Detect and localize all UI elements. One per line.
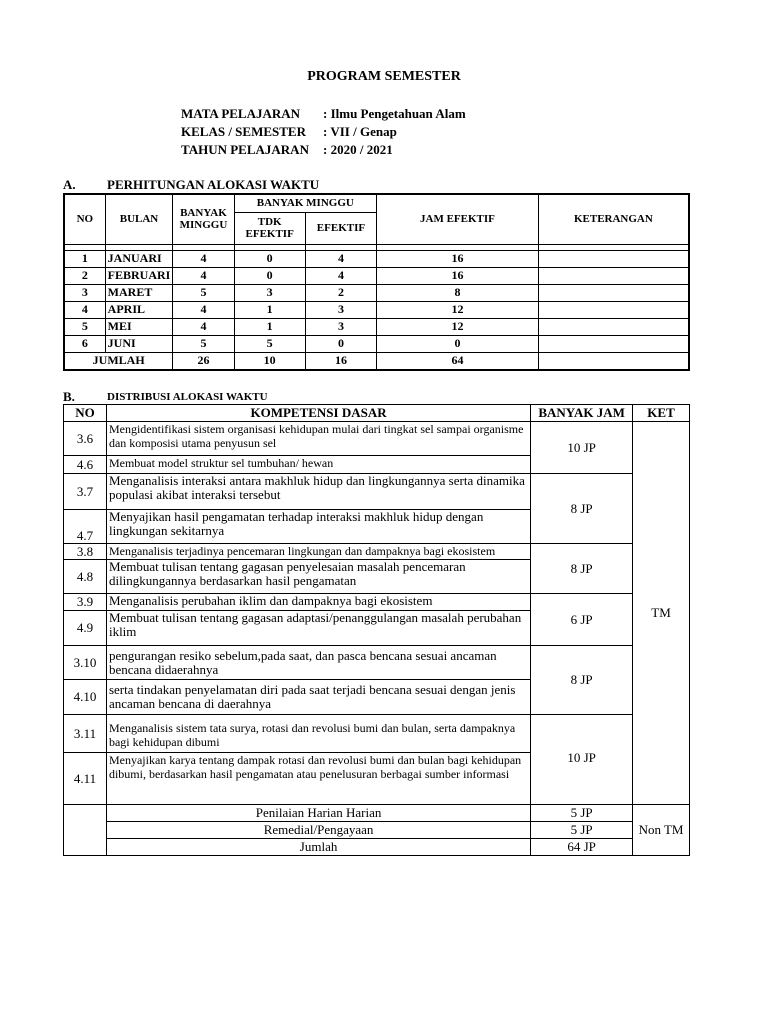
section-b-heading: DISTRIBUSI ALOKASI WAKTU [107,391,268,403]
cell-no: 6 [64,335,105,352]
cell-jam: 10 JP [531,422,633,474]
col-header-jam-efektif: JAM EFEKTIF [377,194,539,244]
meta-row-subject [181,106,466,122]
meta-value: : VII / Genap [323,124,397,139]
table-row [64,594,690,611]
cell-no: 3.7 [64,474,107,510]
table-header-row [64,405,690,422]
table-row [64,474,690,510]
cell-tdk: 1 [234,318,305,335]
cell-bulan: APRIL [105,301,173,318]
cell-jam: 64 [377,352,539,370]
cell-jam: 12 [377,301,539,318]
cell-jam: 8 JP [531,646,633,715]
cell-no: 3 [64,284,105,301]
cell-tdk: 10 [234,352,305,370]
meta-label: TAHUN PELAJARAN [181,142,309,157]
cell-bulan: MEI [105,318,173,335]
meta-row-class [181,124,397,140]
cell-jam: 8 JP [531,544,633,594]
cell-bulan: JANUARI [105,250,173,267]
cell-tdk: 0 [234,250,305,267]
cell-ket [538,267,689,284]
col-header-no: NO [64,405,107,422]
cell-tdk: 5 [234,335,305,352]
cell-footer-label: Jumlah [106,839,530,856]
cell-ket-non-tm: Non TM [633,805,690,856]
cell-no: 3.6 [64,422,107,456]
table-row [64,544,690,560]
cell-tdk: 1 [234,301,305,318]
cell-efektif: 0 [305,335,376,352]
cell-kd: Menyajikan hasil pengamatan terhadap interaksi makhluk hidup dengan lingkungan sekitarnya [106,510,530,544]
cell-minggu: 5 [173,335,234,352]
cell-jam: 8 [377,284,539,301]
meta-label: MATA PELAJARAN [181,106,301,121]
cell-jam: 6 JP [531,594,633,646]
cell-ket-tm: TM [633,422,690,805]
cell-no: 4.10 [64,680,107,715]
cell-no: 1 [64,250,105,267]
distribution-table [63,404,690,856]
table-row [64,335,689,352]
cell-ket [538,250,689,267]
cell-no: 3.9 [64,594,107,611]
cell-blank [64,805,107,856]
col-header-efektif: EFEKTIF [305,212,376,244]
cell-ket [538,284,689,301]
table-row [64,301,689,318]
meta-row-year [181,142,393,158]
col-header-no: NO [64,194,105,244]
cell-jumlah-label: JUMLAH [64,352,173,370]
cell-footer-jam: 64 JP [531,839,633,856]
col-header-ket: KET [633,405,690,422]
table-footer-row [64,839,690,856]
cell-efektif: 2 [305,284,376,301]
col-header-bulan: BULAN [105,194,173,244]
cell-footer-jam: 5 JP [531,805,633,822]
cell-tdk: 0 [234,267,305,284]
table-row [64,646,690,680]
cell-tdk: 3 [234,284,305,301]
cell-kd: Mengidentifikasi sistem organisasi kehidupan mulai dari tingkat sel sampai organisme dan komposisi utama penyusun sel [106,422,530,456]
cell-kd: Membuat tulisan tentang gagasan penyelesaian masalah pencemaran dilingkungannya berdasarkan hasil pengamatan [106,560,530,594]
table-row [64,318,689,335]
col-header-jam: BANYAK JAM [531,405,633,422]
cell-jam: 10 JP [531,715,633,805]
cell-no: 4.11 [64,753,107,805]
cell-minggu: 4 [173,267,234,284]
cell-minggu: 5 [173,284,234,301]
cell-bulan: MARET [105,284,173,301]
cell-jam: 0 [377,335,539,352]
section-b-letter: B. [63,389,75,404]
cell-bulan: JUNI [105,335,173,352]
cell-efektif: 3 [305,301,376,318]
cell-ket [538,301,689,318]
cell-no: 4 [64,301,105,318]
table-row [64,267,689,284]
cell-no: 4.6 [64,456,107,474]
cell-ket [538,318,689,335]
cell-efektif: 3 [305,318,376,335]
cell-jam: 16 [377,267,539,284]
cell-kd: Membuat model struktur sel tumbuhan/ hewan [106,456,530,474]
table-row [64,284,689,301]
table-footer-row [64,822,690,839]
col-header-tdk-efektif: TDK EFEKTIF [234,212,305,244]
cell-minggu: 4 [173,318,234,335]
cell-minggu: 26 [173,352,234,370]
cell-footer-jam: 5 JP [531,822,633,839]
table-row [64,715,690,753]
cell-footer-label: Penilaian Harian Harian [106,805,530,822]
cell-kd: Menganalisis perubahan iklim dan dampaknya bagi ekosistem [106,594,530,611]
cell-jam: 16 [377,250,539,267]
cell-efektif: 16 [305,352,376,370]
cell-kd: Menyajikan karya tentang dampak rotasi dan revolusi bumi dan bulan bagi kehidupan dibumi, berdasarkan hasil pengamatan atau penelusuran berbagai sumber informasi [106,753,530,805]
cell-kd: Menganalisis sistem tata surya, rotasi dan revolusi bumi dan bulan, serta dampaknya bagi kehidupan dibumi [106,715,530,753]
cell-kd: Membuat tulisan tentang gagasan adaptasi/penanggulangan masalah perubahan iklim [106,611,530,646]
cell-no: 3.8 [64,544,107,560]
meta-value: : Ilmu Pengetahuan Alam [323,106,466,121]
cell-jam: 12 [377,318,539,335]
cell-kd: serta tindakan penyelamatan diri pada saat terjadi bencana sesuai dengan jenis ancaman bencana di daerahnya [106,680,530,715]
time-allocation-table [63,193,690,371]
cell-no: 4.7 [64,510,107,544]
col-header-keterangan: KETERANGAN [538,194,689,244]
col-header-group: BANYAK MINGGU [234,194,377,212]
cell-no: 3.10 [64,646,107,680]
cell-no: 5 [64,318,105,335]
table-total-row [64,352,689,370]
table-row [64,422,690,456]
section-a-letter: A. [63,177,76,192]
meta-value: : 2020 / 2021 [323,142,393,157]
cell-no: 4.8 [64,560,107,594]
cell-kd: Menganalisis interaksi antara makhluk hidup dan lingkungannya serta dinamika populasi akibat interaksi tersebut [106,474,530,510]
cell-footer-label: Remedial/Pengayaan [106,822,530,839]
table-header-row [64,194,689,212]
cell-no: 4.9 [64,611,107,646]
meta-label: KELAS / SEMESTER [181,124,306,139]
page-title: PROGRAM SEMESTER [307,69,461,84]
cell-kd: pengurangan resiko sebelum,pada saat, dan pasca bencana sesuai ancaman bencana didaerahnya [106,646,530,680]
cell-minggu: 4 [173,301,234,318]
cell-bulan: FEBRUARI [105,267,173,284]
cell-no: 3.11 [64,715,107,753]
cell-efektif: 4 [305,267,376,284]
cell-no: 2 [64,267,105,284]
cell-ket [538,352,689,370]
cell-jam: 8 JP [531,474,633,544]
col-header-banyak-minggu: BANYAK MINGGU [173,194,234,244]
table-row [64,250,689,267]
section-a-heading: PERHITUNGAN ALOKASI WAKTU [107,177,320,192]
cell-kd: Menganalisis terjadinya pencemaran lingkungan dan dampaknya bagi ekosistem [106,544,530,560]
cell-ket [538,335,689,352]
cell-efektif: 4 [305,250,376,267]
col-header-kd: KOMPETENSI DASAR [106,405,530,422]
table-footer-row [64,805,690,822]
cell-minggu: 4 [173,250,234,267]
